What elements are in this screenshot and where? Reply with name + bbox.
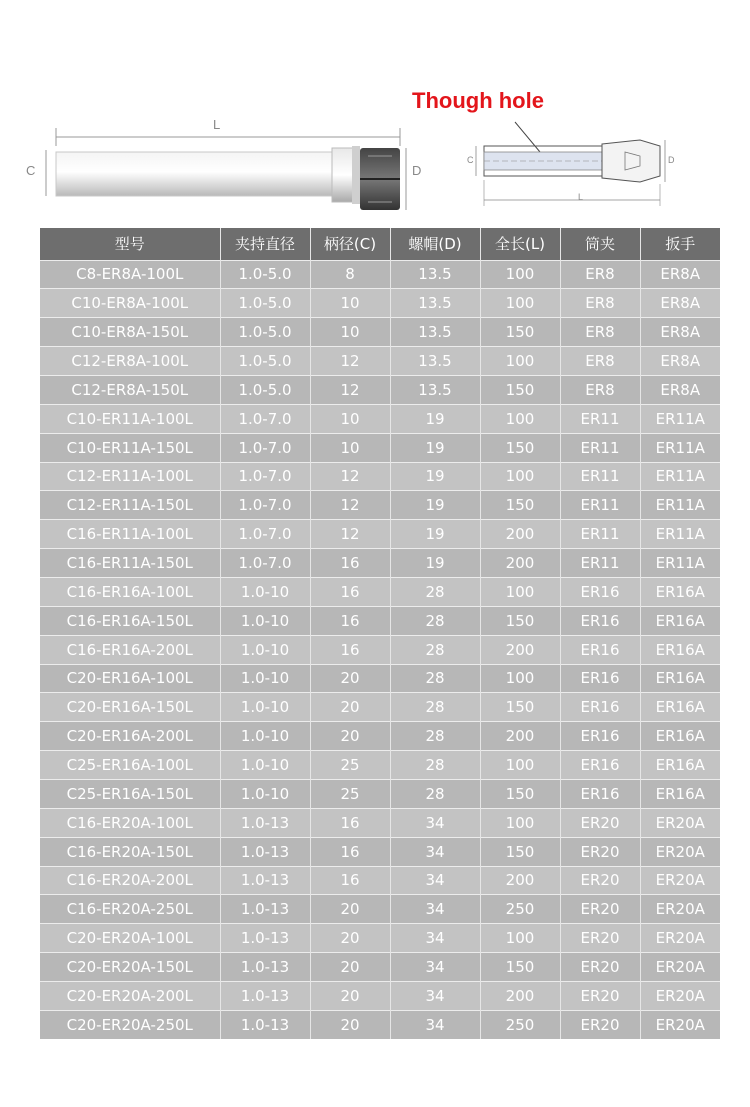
wrench-cell: ER20A — [640, 866, 720, 895]
table-row — [40, 693, 720, 722]
nut-cell: 28 — [390, 779, 480, 808]
collet-cell: ER20 — [560, 953, 640, 982]
shank-cell: 8 — [310, 260, 390, 289]
wrench-cell: ER11A — [640, 520, 720, 549]
length-cell: 150 — [480, 693, 560, 722]
clamp-range-cell: 1.0-5.0 — [220, 260, 310, 289]
collet-cell: ER11 — [560, 549, 640, 578]
collet-cell: ER16 — [560, 635, 640, 664]
wrench-cell: ER11A — [640, 491, 720, 520]
table-row — [40, 751, 720, 780]
nut-cell: 19 — [390, 549, 480, 578]
length-cell: 200 — [480, 635, 560, 664]
collet-cell: ER20 — [560, 924, 640, 953]
table-row — [40, 924, 720, 953]
model-cell: C16-ER11A-150L — [40, 549, 220, 578]
spec-table — [40, 228, 720, 1039]
shank-cell: 16 — [310, 577, 390, 606]
nut-cell: 28 — [390, 606, 480, 635]
wrench-cell: ER11A — [640, 462, 720, 491]
clamp-range-cell: 1.0-10 — [220, 577, 310, 606]
model-cell: C8-ER8A-100L — [40, 260, 220, 289]
length-cell: 150 — [480, 606, 560, 635]
nut-cell: 19 — [390, 520, 480, 549]
clamp-range-cell: 1.0-10 — [220, 779, 310, 808]
model-cell: C12-ER8A-100L — [40, 347, 220, 376]
length-cell: 150 — [480, 837, 560, 866]
clamp-range-cell: 1.0-5.0 — [220, 347, 310, 376]
collet-cell: ER8 — [560, 347, 640, 376]
nut-cell: 34 — [390, 837, 480, 866]
collet-cell: ER20 — [560, 866, 640, 895]
column-header-model: 型号 — [40, 228, 220, 260]
shank-cell: 12 — [310, 491, 390, 520]
model-cell: C25-ER16A-100L — [40, 751, 220, 780]
wrench-cell: ER8A — [640, 260, 720, 289]
nut-cell: 28 — [390, 664, 480, 693]
wrench-cell: ER20A — [640, 895, 720, 924]
shank-cell: 10 — [310, 404, 390, 433]
length-cell: 100 — [480, 808, 560, 837]
table-row — [40, 260, 720, 289]
collet-cell: ER8 — [560, 318, 640, 347]
clamp-range-cell: 1.0-5.0 — [220, 289, 310, 318]
table-row — [40, 808, 720, 837]
wrench-cell: ER20A — [640, 953, 720, 982]
wrench-cell: ER20A — [640, 837, 720, 866]
model-cell: C20-ER16A-200L — [40, 722, 220, 751]
model-cell: C16-ER20A-200L — [40, 866, 220, 895]
length-cell: 200 — [480, 722, 560, 751]
wrench-cell: ER11A — [640, 433, 720, 462]
collet-cell: ER16 — [560, 722, 640, 751]
wrench-cell: ER16A — [640, 664, 720, 693]
nut-cell: 28 — [390, 693, 480, 722]
wrench-cell: ER8A — [640, 375, 720, 404]
nut-cell: 19 — [390, 404, 480, 433]
collet-cell: ER16 — [560, 577, 640, 606]
table-row — [40, 462, 720, 491]
clamp-range-cell: 1.0-10 — [220, 722, 310, 751]
clamp-range-cell: 1.0-13 — [220, 895, 310, 924]
right-length-label: L — [578, 192, 584, 202]
model-cell: C16-ER20A-250L — [40, 895, 220, 924]
wrench-cell: ER16A — [640, 722, 720, 751]
shank-cell: 25 — [310, 779, 390, 808]
collet-cell: ER8 — [560, 260, 640, 289]
length-cell: 100 — [480, 260, 560, 289]
model-cell: C16-ER16A-150L — [40, 606, 220, 635]
table-row — [40, 664, 720, 693]
length-cell: 100 — [480, 347, 560, 376]
table-row — [40, 549, 720, 578]
clamp-range-cell: 1.0-7.0 — [220, 549, 310, 578]
right-nut-label: D — [668, 155, 675, 165]
nut-cell: 13.5 — [390, 260, 480, 289]
shank-cell: 16 — [310, 866, 390, 895]
nut-cell: 34 — [390, 953, 480, 982]
right-shank-label: C — [467, 155, 474, 165]
shank-cell: 16 — [310, 808, 390, 837]
clamp-range-cell: 1.0-13 — [220, 837, 310, 866]
nut-cell: 28 — [390, 577, 480, 606]
clamp-range-cell: 1.0-7.0 — [220, 404, 310, 433]
clamp-range-cell: 1.0-10 — [220, 606, 310, 635]
model-cell: C16-ER11A-100L — [40, 520, 220, 549]
model-cell: C12-ER11A-100L — [40, 462, 220, 491]
length-cell: 100 — [480, 664, 560, 693]
shank-cell: 12 — [310, 520, 390, 549]
nut-cell: 28 — [390, 751, 480, 780]
shank-cell: 10 — [310, 289, 390, 318]
clamp-range-cell: 1.0-10 — [220, 635, 310, 664]
shank-cell: 16 — [310, 837, 390, 866]
shank-cell: 20 — [310, 895, 390, 924]
table-row — [40, 953, 720, 982]
table-row — [40, 318, 720, 347]
length-cell: 200 — [480, 981, 560, 1010]
nut-cell: 28 — [390, 635, 480, 664]
wrench-cell: ER16A — [640, 751, 720, 780]
table-row — [40, 375, 720, 404]
table-row — [40, 895, 720, 924]
wrench-cell: ER8A — [640, 289, 720, 318]
table-row — [40, 722, 720, 751]
though-hole-annotation: Though hole — [412, 88, 544, 113]
nut-cell: 34 — [390, 924, 480, 953]
wrench-cell: ER16A — [640, 635, 720, 664]
clamp-range-cell: 1.0-7.0 — [220, 491, 310, 520]
table-row — [40, 1010, 720, 1039]
shank-cell: 20 — [310, 981, 390, 1010]
table-row — [40, 779, 720, 808]
column-header-collet: 筒夹 — [560, 228, 640, 260]
model-cell: C16-ER16A-200L — [40, 635, 220, 664]
shank-cell: 25 — [310, 751, 390, 780]
length-cell: 150 — [480, 491, 560, 520]
shank-cell: 20 — [310, 722, 390, 751]
clamp-range-cell: 1.0-5.0 — [220, 375, 310, 404]
clamp-range-cell: 1.0-7.0 — [220, 462, 310, 491]
model-cell: C20-ER20A-150L — [40, 953, 220, 982]
length-cell: 100 — [480, 462, 560, 491]
shank-cell: 12 — [310, 375, 390, 404]
length-cell: 200 — [480, 549, 560, 578]
shank-cell: 16 — [310, 549, 390, 578]
table-header-row — [40, 228, 720, 260]
clamp-range-cell: 1.0-13 — [220, 924, 310, 953]
collet-cell: ER11 — [560, 520, 640, 549]
model-cell: C12-ER8A-150L — [40, 375, 220, 404]
shank-cell: 10 — [310, 433, 390, 462]
model-cell: C25-ER16A-150L — [40, 779, 220, 808]
clamp-range-cell: 1.0-10 — [220, 693, 310, 722]
model-cell: C10-ER8A-100L — [40, 289, 220, 318]
wrench-cell: ER11A — [640, 549, 720, 578]
collet-cell: ER16 — [560, 606, 640, 635]
clamp-range-cell: 1.0-7.0 — [220, 520, 310, 549]
table-row — [40, 606, 720, 635]
left-nut-label: D — [412, 163, 422, 178]
table-row — [40, 577, 720, 606]
wrench-cell: ER16A — [640, 779, 720, 808]
wrench-cell: ER11A — [640, 404, 720, 433]
shank-cell: 20 — [310, 693, 390, 722]
collet-cell: ER11 — [560, 404, 640, 433]
nut-cell: 34 — [390, 808, 480, 837]
nut-cell: 34 — [390, 1010, 480, 1039]
shank-cell: 20 — [310, 953, 390, 982]
wrench-cell: ER16A — [640, 606, 720, 635]
table-row — [40, 981, 720, 1010]
column-header-wrench: 扳手 — [640, 228, 720, 260]
collet-cell: ER20 — [560, 837, 640, 866]
length-cell: 100 — [480, 289, 560, 318]
length-cell: 100 — [480, 751, 560, 780]
shank-cell: 16 — [310, 635, 390, 664]
wrench-cell: ER20A — [640, 808, 720, 837]
column-header-length: 全长(L) — [480, 228, 560, 260]
nut-cell: 34 — [390, 981, 480, 1010]
shank-cell: 10 — [310, 318, 390, 347]
model-cell: C12-ER11A-150L — [40, 491, 220, 520]
nut-cell: 19 — [390, 462, 480, 491]
clamp-range-cell: 1.0-10 — [220, 751, 310, 780]
table-row — [40, 433, 720, 462]
nut-cell: 28 — [390, 722, 480, 751]
shank-cell: 20 — [310, 1010, 390, 1039]
wrench-cell: ER20A — [640, 924, 720, 953]
model-cell: C20-ER16A-100L — [40, 664, 220, 693]
collet-cell: ER20 — [560, 808, 640, 837]
collet-cell: ER16 — [560, 779, 640, 808]
model-cell: C16-ER20A-100L — [40, 808, 220, 837]
shank-cell: 12 — [310, 462, 390, 491]
wrench-cell: ER8A — [640, 347, 720, 376]
model-cell: C20-ER20A-100L — [40, 924, 220, 953]
clamp-range-cell: 1.0-5.0 — [220, 318, 310, 347]
length-cell: 100 — [480, 577, 560, 606]
length-cell: 100 — [480, 404, 560, 433]
length-cell: 100 — [480, 924, 560, 953]
collet-cell: ER11 — [560, 462, 640, 491]
shank-cell: 12 — [310, 347, 390, 376]
drawing-graphics — [0, 0, 750, 228]
wrench-cell: ER20A — [640, 1010, 720, 1039]
product-drawings — [0, 0, 750, 228]
model-cell: C20-ER20A-200L — [40, 981, 220, 1010]
nut-cell: 34 — [390, 866, 480, 895]
chuck-photo — [46, 128, 406, 210]
clamp-range-cell: 1.0-13 — [220, 981, 310, 1010]
length-cell: 200 — [480, 520, 560, 549]
column-header-clamp-range: 夹持直径 — [220, 228, 310, 260]
length-cell: 250 — [480, 895, 560, 924]
column-header-nut: 螺帽(D) — [390, 228, 480, 260]
column-header-shank: 柄径(C) — [310, 228, 390, 260]
length-cell: 200 — [480, 866, 560, 895]
model-cell: C10-ER11A-100L — [40, 404, 220, 433]
model-cell: C20-ER20A-250L — [40, 1010, 220, 1039]
collet-cell: ER8 — [560, 375, 640, 404]
collet-cell: ER11 — [560, 433, 640, 462]
collet-cell: ER16 — [560, 751, 640, 780]
model-cell: C10-ER8A-150L — [40, 318, 220, 347]
cross-section-drawing — [476, 122, 665, 206]
model-cell: C16-ER20A-150L — [40, 837, 220, 866]
clamp-range-cell: 1.0-13 — [220, 953, 310, 982]
nut-cell: 13.5 — [390, 289, 480, 318]
length-cell: 150 — [480, 318, 560, 347]
length-cell: 150 — [480, 433, 560, 462]
nut-cell: 13.5 — [390, 375, 480, 404]
shank-cell: 20 — [310, 664, 390, 693]
table-body — [40, 260, 720, 1039]
nut-cell: 13.5 — [390, 318, 480, 347]
nut-cell: 19 — [390, 433, 480, 462]
collet-cell: ER20 — [560, 895, 640, 924]
wrench-cell: ER16A — [640, 577, 720, 606]
wrench-cell: ER20A — [640, 981, 720, 1010]
collet-cell: ER16 — [560, 664, 640, 693]
model-cell: C20-ER16A-150L — [40, 693, 220, 722]
table-row — [40, 866, 720, 895]
nut-cell: 19 — [390, 491, 480, 520]
table-row — [40, 347, 720, 376]
table-row — [40, 491, 720, 520]
length-cell: 250 — [480, 1010, 560, 1039]
left-shank-label: C — [26, 163, 36, 178]
table-row — [40, 289, 720, 318]
table-row — [40, 837, 720, 866]
nut-cell: 13.5 — [390, 347, 480, 376]
table-row — [40, 404, 720, 433]
table-row — [40, 520, 720, 549]
clamp-range-cell: 1.0-10 — [220, 664, 310, 693]
shank-cell: 20 — [310, 924, 390, 953]
clamp-range-cell: 1.0-13 — [220, 866, 310, 895]
shank-cell: 16 — [310, 606, 390, 635]
collet-cell: ER11 — [560, 491, 640, 520]
nut-cell: 34 — [390, 895, 480, 924]
length-cell: 150 — [480, 953, 560, 982]
model-cell: C10-ER11A-150L — [40, 433, 220, 462]
model-cell: C16-ER16A-100L — [40, 577, 220, 606]
wrench-cell: ER16A — [640, 693, 720, 722]
table-row — [40, 635, 720, 664]
collet-cell: ER8 — [560, 289, 640, 318]
collet-cell: ER16 — [560, 693, 640, 722]
wrench-cell: ER8A — [640, 318, 720, 347]
clamp-range-cell: 1.0-7.0 — [220, 433, 310, 462]
clamp-range-cell: 1.0-13 — [220, 808, 310, 837]
length-cell: 150 — [480, 779, 560, 808]
collet-cell: ER20 — [560, 1010, 640, 1039]
left-length-label: L — [213, 117, 221, 132]
clamp-range-cell: 1.0-13 — [220, 1010, 310, 1039]
length-cell: 150 — [480, 375, 560, 404]
collet-cell: ER20 — [560, 981, 640, 1010]
